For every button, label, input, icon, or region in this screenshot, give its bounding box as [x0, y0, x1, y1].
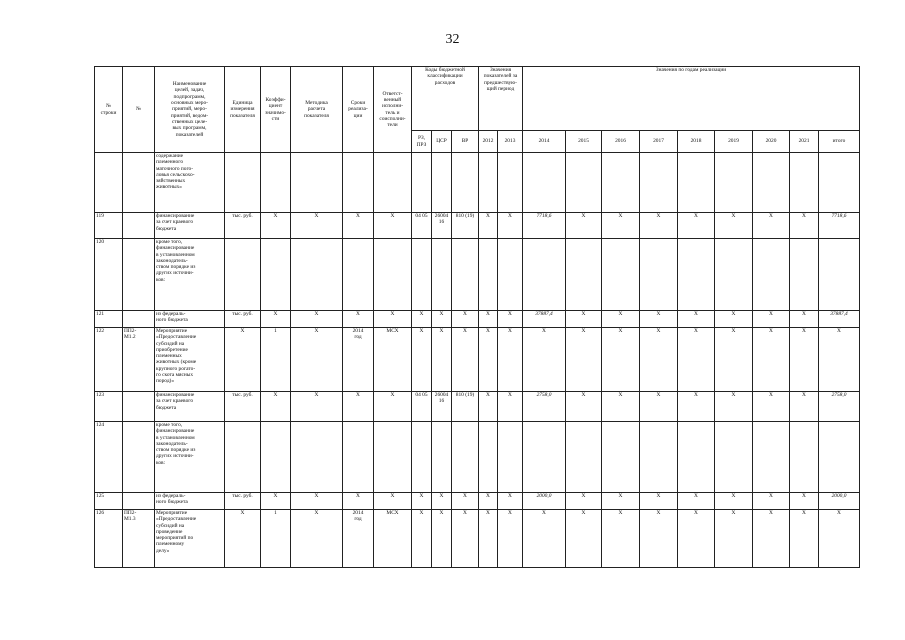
- header-method: Методика расчета показателя: [291, 67, 343, 153]
- cell-exec: X: [374, 311, 412, 328]
- cell-year-2021: X: [790, 328, 819, 392]
- cell-year-2020: X: [753, 392, 790, 422]
- cell-terms: [343, 239, 374, 311]
- cell-coef: X: [261, 493, 291, 510]
- header-prev: Значения показателей за предшествую- щий период: [479, 67, 523, 131]
- header-year-2012: 2012: [479, 131, 498, 153]
- cell-num: [123, 153, 155, 213]
- header-vr: ВР: [452, 131, 479, 153]
- cell-year-2016: [602, 422, 640, 493]
- cell-csr: [432, 239, 452, 311]
- cell-name: кроме того, финансирование в установленном законодатель- ством порядке из других источни- ков:: [155, 239, 225, 311]
- cell-year-2018: X: [678, 392, 715, 422]
- cell-exec: X: [374, 392, 412, 422]
- cell-terms: X: [343, 311, 374, 328]
- cell-year-2019: X: [715, 493, 753, 510]
- cell-num: [123, 392, 155, 422]
- cell-year-2016: [602, 153, 640, 213]
- cell-rz: X: [412, 311, 432, 328]
- cell-vr: [452, 239, 479, 311]
- cell-row-no: 124: [95, 422, 123, 493]
- cell-year-итого: X: [819, 510, 860, 568]
- cell-num: [123, 311, 155, 328]
- cell-exec: X: [374, 493, 412, 510]
- cell-method: X: [291, 311, 343, 328]
- cell-exec: МСХ: [374, 510, 412, 568]
- cell-year-2014: X: [523, 510, 566, 568]
- cell-year-2013: [498, 239, 523, 311]
- cell-method: [291, 422, 343, 493]
- cell-year-2013: X: [498, 493, 523, 510]
- cell-csr: [432, 422, 452, 493]
- cell-year-2012: [479, 153, 498, 213]
- cell-unit: тыс. руб.: [225, 213, 261, 239]
- cell-year-2018: X: [678, 510, 715, 568]
- cell-year-2013: X: [498, 213, 523, 239]
- cell-year-2014: 2758,0: [523, 392, 566, 422]
- table-body: [95, 153, 860, 568]
- cell-year-2020: [753, 239, 790, 311]
- cell-year-2017: [640, 153, 678, 213]
- cell-rz: [412, 422, 432, 493]
- header-year-2013: 2013: [498, 131, 523, 153]
- header-terms: Сроки реализа- ции: [343, 67, 374, 153]
- cell-year-2012: X: [479, 493, 498, 510]
- cell-row-no: 121: [95, 311, 123, 328]
- cell-year-2012: X: [479, 392, 498, 422]
- cell-row-no: [95, 153, 123, 213]
- cell-csr: X: [432, 311, 452, 328]
- cell-rz: 04 05: [412, 392, 432, 422]
- cell-year-2014: 7718,6: [523, 213, 566, 239]
- cell-year-2016: X: [602, 392, 640, 422]
- cell-terms: [343, 422, 374, 493]
- cell-unit: тыс. руб.: [225, 311, 261, 328]
- cell-unit: тыс. руб.: [225, 392, 261, 422]
- cell-name: из федераль- ного бюджета: [155, 493, 225, 510]
- cell-year-2015: X: [566, 311, 602, 328]
- cell-rz: X: [412, 328, 432, 392]
- cell-year-2017: X: [640, 213, 678, 239]
- cell-exec: X: [374, 213, 412, 239]
- cell-year-2019: X: [715, 311, 753, 328]
- cell-year-2018: X: [678, 328, 715, 392]
- cell-method: X: [291, 328, 343, 392]
- cell-year-2015: X: [566, 392, 602, 422]
- cell-num: [123, 493, 155, 510]
- header-coef: Коэффи- циент значимо- сти: [261, 67, 291, 153]
- cell-year-2018: X: [678, 311, 715, 328]
- header-year-2015: 2015: [566, 131, 602, 153]
- cell-coef: 1: [261, 510, 291, 568]
- cell-row-no: 122: [95, 328, 123, 392]
- cell-csr: X: [432, 328, 452, 392]
- cell-row-no: 120: [95, 239, 123, 311]
- cell-year-2014: [523, 422, 566, 493]
- cell-year-2014: 37887,4: [523, 311, 566, 328]
- header-name: Наименование целей, задач, подпрограмм, основных меро- приятий, меро- приятий, ведом- ственных целе- вых программ, показателей: [155, 67, 225, 153]
- cell-vr: X: [452, 493, 479, 510]
- cell-csr: [432, 153, 452, 213]
- cell-method: X: [291, 493, 343, 510]
- cell-year-2019: X: [715, 510, 753, 568]
- cell-year-2012: X: [479, 510, 498, 568]
- cell-row-no: 125: [95, 493, 123, 510]
- cell-terms: [343, 153, 374, 213]
- cell-year-2020: X: [753, 311, 790, 328]
- cell-rz: 04 05: [412, 213, 432, 239]
- cell-year-2015: X: [566, 328, 602, 392]
- cell-year-2020: [753, 422, 790, 493]
- cell-year-2017: X: [640, 328, 678, 392]
- cell-year-2013: X: [498, 510, 523, 568]
- cell-year-2012: X: [479, 328, 498, 392]
- cell-year-2019: [715, 422, 753, 493]
- cell-unit: X: [225, 328, 261, 392]
- cell-year-2017: [640, 422, 678, 493]
- cell-year-2015: X: [566, 510, 602, 568]
- cell-year-2015: [566, 153, 602, 213]
- cell-terms: 2014 год: [343, 510, 374, 568]
- cell-coef: X: [261, 213, 291, 239]
- header-unit: Единица измерения показателя: [225, 67, 261, 153]
- cell-csr: X: [432, 510, 452, 568]
- cell-year-2017: X: [640, 311, 678, 328]
- cell-coef: 1: [261, 328, 291, 392]
- cell-year-итого: X: [819, 328, 860, 392]
- cell-year-2018: [678, 153, 715, 213]
- header-year-2016: 2016: [602, 131, 640, 153]
- cell-coef: [261, 239, 291, 311]
- cell-year-2019: [715, 239, 753, 311]
- cell-vr: [452, 153, 479, 213]
- cell-row-no: 123: [95, 392, 123, 422]
- cell-coef: X: [261, 392, 291, 422]
- cell-rz: X: [412, 493, 432, 510]
- cell-rz: [412, 239, 432, 311]
- cell-year-2020: X: [753, 510, 790, 568]
- table-row: [95, 510, 860, 568]
- cell-year-2012: [479, 422, 498, 493]
- cell-method: X: [291, 392, 343, 422]
- cell-year-2021: X: [790, 493, 819, 510]
- cell-name: из федераль- ного бюджета: [155, 311, 225, 328]
- cell-year-2014: [523, 153, 566, 213]
- header-year-2019: 2019: [715, 131, 753, 153]
- cell-year-2013: X: [498, 328, 523, 392]
- cell-method: X: [291, 510, 343, 568]
- cell-year-2015: X: [566, 213, 602, 239]
- cell-year-2016: X: [602, 311, 640, 328]
- cell-terms: X: [343, 493, 374, 510]
- cell-year-2015: [566, 239, 602, 311]
- cell-method: [291, 239, 343, 311]
- cell-unit: [225, 422, 261, 493]
- cell-rz: X: [412, 510, 432, 568]
- cell-year-2020: [753, 153, 790, 213]
- cell-year-2020: X: [753, 493, 790, 510]
- cell-coef: [261, 153, 291, 213]
- cell-year-итого: [819, 239, 860, 311]
- cell-row-no: 119: [95, 213, 123, 239]
- cell-name: Мероприятие «Предоставление субсидий на проведение мероприятий по племенному делу»: [155, 510, 225, 568]
- cell-year-2021: [790, 239, 819, 311]
- cell-name: Мероприятие «Предоставление субсидий на приобретение племенных животных (кроме крупного рогато- го скота мясных пород)»: [155, 328, 225, 392]
- cell-exec: [374, 153, 412, 213]
- header-codes: Коды бюджетной классификации расходов: [412, 67, 479, 131]
- cell-year-2014: [523, 239, 566, 311]
- cell-year-2018: [678, 422, 715, 493]
- cell-unit: X: [225, 510, 261, 568]
- cell-year-2016: X: [602, 493, 640, 510]
- cell-unit: тыс. руб.: [225, 493, 261, 510]
- cell-year-2019: X: [715, 328, 753, 392]
- cell-year-2018: X: [678, 493, 715, 510]
- header-csr: ЦСР: [432, 131, 452, 153]
- header-year-2017: 2017: [640, 131, 678, 153]
- cell-exec: [374, 422, 412, 493]
- header-exec: Ответст- венный исполни- тель и соисполни- тели: [374, 67, 412, 153]
- cell-year-итого: 7718,6: [819, 213, 860, 239]
- cell-vr: 810 (19): [452, 392, 479, 422]
- cell-year-2013: [498, 422, 523, 493]
- cell-year-2021: X: [790, 311, 819, 328]
- header-year-2018: 2018: [678, 131, 715, 153]
- table-row: [95, 153, 860, 213]
- cell-year-2012: [479, 239, 498, 311]
- cell-unit: [225, 239, 261, 311]
- cell-year-2016: [602, 239, 640, 311]
- cell-coef: X: [261, 311, 291, 328]
- table-row: [95, 493, 860, 510]
- header-row-no: № строки: [95, 67, 123, 153]
- cell-year-2017: X: [640, 493, 678, 510]
- header-year-2021: 2021: [790, 131, 819, 153]
- cell-year-2017: [640, 239, 678, 311]
- cell-vr: X: [452, 510, 479, 568]
- cell-coef: [261, 422, 291, 493]
- cell-num: [123, 422, 155, 493]
- cell-method: X: [291, 213, 343, 239]
- cell-year-2015: [566, 422, 602, 493]
- cell-year-итого: 2758,0: [819, 392, 860, 422]
- header-year-2020: 2020: [753, 131, 790, 153]
- cell-terms: 2014 год: [343, 328, 374, 392]
- cell-year-2016: X: [602, 213, 640, 239]
- cell-name: кроме того, финансирование в установленном законодатель- ством порядке из других источни- ков:: [155, 422, 225, 493]
- cell-year-2013: X: [498, 311, 523, 328]
- cell-vr: 810 (19): [452, 213, 479, 239]
- cell-exec: [374, 239, 412, 311]
- header-rz: РЗ, ПРЗ: [412, 131, 432, 153]
- cell-rz: [412, 153, 432, 213]
- cell-year-2020: X: [753, 328, 790, 392]
- cell-year-2019: X: [715, 392, 753, 422]
- cell-year-2014: X: [523, 328, 566, 392]
- header-year-итого: итого: [819, 131, 860, 153]
- cell-year-2017: X: [640, 510, 678, 568]
- cell-year-2014: 2000,0: [523, 493, 566, 510]
- cell-name: финансирование за счет краевого бюджета: [155, 213, 225, 239]
- cell-name: содержание племенного маточного пого- ловья сельскохо- зяйственных животных»: [155, 153, 225, 213]
- cell-year-2016: X: [602, 510, 640, 568]
- cell-year-2021: [790, 153, 819, 213]
- cell-num: ПП2- М1.2: [123, 328, 155, 392]
- cell-vr: X: [452, 311, 479, 328]
- cell-num: [123, 239, 155, 311]
- cell-year-итого: [819, 153, 860, 213]
- cell-year-итого: 37887,4: [819, 311, 860, 328]
- cell-year-2017: X: [640, 392, 678, 422]
- cell-csr: 26004 16: [432, 213, 452, 239]
- cell-terms: X: [343, 213, 374, 239]
- program-table: [94, 66, 860, 568]
- table-header: [95, 67, 860, 153]
- table-row: [95, 213, 860, 239]
- cell-method: [291, 153, 343, 213]
- cell-year-2018: [678, 239, 715, 311]
- header-num: №: [123, 67, 155, 153]
- cell-num: [123, 213, 155, 239]
- cell-year-итого: 2000,0: [819, 493, 860, 510]
- cell-csr: X: [432, 493, 452, 510]
- table-row: [95, 239, 860, 311]
- table-row: [95, 328, 860, 392]
- cell-year-2021: X: [790, 510, 819, 568]
- header-years-values: Значения по годам реализации: [523, 67, 860, 131]
- page-number: 32: [445, 32, 460, 47]
- cell-year-2013: [498, 153, 523, 213]
- cell-year-2021: [790, 422, 819, 493]
- cell-year-2015: X: [566, 493, 602, 510]
- cell-unit: [225, 153, 261, 213]
- cell-year-2019: X: [715, 213, 753, 239]
- cell-name: финансирование за счет краевого бюджета: [155, 392, 225, 422]
- cell-year-2012: X: [479, 213, 498, 239]
- cell-csr: 26004 16: [432, 392, 452, 422]
- cell-year-2016: X: [602, 328, 640, 392]
- cell-row-no: 126: [95, 510, 123, 568]
- cell-year-2012: X: [479, 311, 498, 328]
- cell-vr: X: [452, 328, 479, 392]
- cell-year-2018: X: [678, 213, 715, 239]
- cell-vr: [452, 422, 479, 493]
- cell-year-2013: X: [498, 392, 523, 422]
- table-row: [95, 311, 860, 328]
- cell-terms: X: [343, 392, 374, 422]
- table-row: [95, 392, 860, 422]
- cell-year-2021: X: [790, 392, 819, 422]
- cell-exec: МСХ: [374, 328, 412, 392]
- cell-num: ПП2- М1.3: [123, 510, 155, 568]
- header-year-2014: 2014: [523, 131, 566, 153]
- cell-year-2020: X: [753, 213, 790, 239]
- cell-year-итого: [819, 422, 860, 493]
- table-row: [95, 422, 860, 493]
- cell-year-2021: X: [790, 213, 819, 239]
- cell-year-2019: [715, 153, 753, 213]
